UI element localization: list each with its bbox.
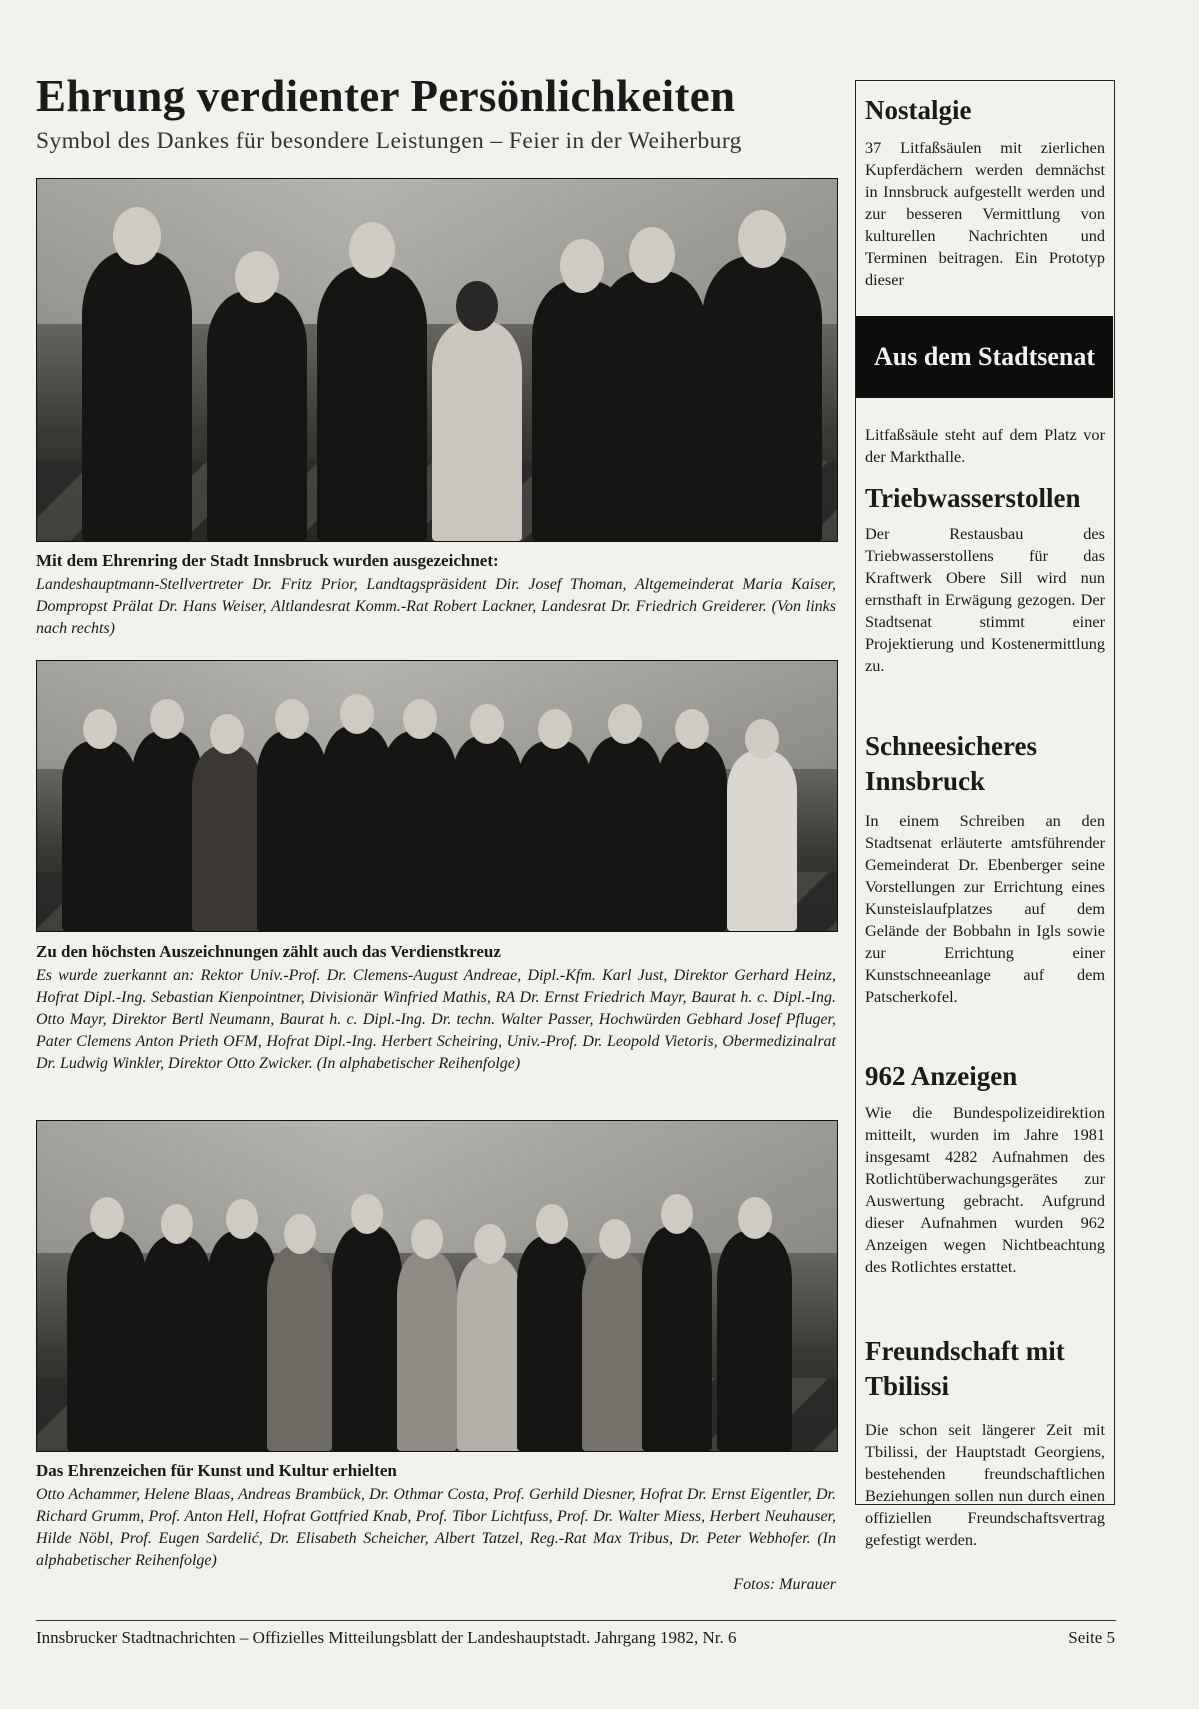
subhead: Symbol des Dankes für besondere Leistungen – Feier in der Weiherburg (36, 128, 742, 154)
caption-text-2: Es wurde zuerkannt an: Rektor Univ.-Prof. Dr. Clemens-August Andreae, Dipl.-Kfm. Karl Just, Direktor Gerhard Heinz, Hofrat Dipl.-Ing. Sebastian Kienpointner, Divisionär Winfried Mathis, RA Dr. Ernst Friedrich Mayr, Baurat h. c. Dipl.-Ing. Otto Mayr, Direktor Bertl Neumann, Baurat h. c. Dipl.-Ing. Dr. techn. Walter Passer, Hochwürden Gebhard Josef Pfluger, Pater Clemens Anton Prieth OFM, Hofrat Dipl.-Ing. Herbert Scheiring, Univ.-Prof. Dr. Leopold Vietoris, Obermedizinalrat Dr. Ludwig Winkler, Direktor Otto Zwicker. (In alphabetischer Reihenfolge) (36, 967, 836, 1072)
footer-rule (36, 1620, 1116, 1621)
page-number: Seite 5 (1068, 1628, 1115, 1647)
headline: Ehrung verdienter Persönlichkeiten (36, 71, 736, 121)
caption-text-1: Landeshauptmann-Stellvertreter Dr. Fritz Prior, Landtagspräsident Dir. Josef Thoman, Altgemeinderat Maria Kaiser, Dompropst Prälat Dr. Hans Weiser, Altlandesrat Komm.-Rat Robert Lackner, Landesrat Dr. Friedrich Greiderer. (Von links nach rechts) (36, 576, 836, 637)
stadtsenat-banner: Aus dem Stadtsenat (856, 316, 1113, 398)
footer-publication: Innsbrucker Stadtnachrichten – Offizielles Mitteilungsblatt der Landeshauptstadt. Jahrgang 1982, Nr. 6 (36, 1628, 737, 1647)
sidebar (855, 80, 1115, 1549)
photo-credit: Fotos: Murauer (733, 1576, 836, 1593)
schnee-text: In einem Schreiben an den Stadtsenat erläuterte amtsführender Gemeinderat Dr. Ebenberger seine Vorstellungen zur Errichtung eines Kunsteislaufplatzes auf dem Gelände der Bobbahn in Igls sowie zur Errichtung einer Kunstschneeanlage auf dem Patscherkofel. (865, 811, 1105, 1006)
nostalgie-text: 37 Litfaßsäulen mit zierlichen Kupferdächern werden demnächst in Innsbruck aufgestellt werden und zur besseren Vermittlung von kulturellen Nachrichten und Terminen beitragen. Ein Prototyp dieser (865, 138, 1105, 289)
caption-title-2: Zu den höchsten Auszeichnungen zählt auch das Verdienstkreuz (36, 942, 501, 961)
caption-text-3: Otto Achammer, Helene Blaas, Andreas Brambück, Dr. Othmar Costa, Prof. Gerhild Diesner, Hofrat Dr. Ernst Eigentler, Dr. Richard Grumm, Prof. Anton Hell, Hofrat Gottfried Knab, Prof. Tibor Lichtfuss, Prof. Dr. Walter Miess, Herbert Neuhauser, Hilde Nöbl, Prof. Eugen Sardelić, Dr. Elisabeth Scheicher, Albert Tatzel, Reg.-Rat Max Tribus, Dr. Peter Webhofer. (In alphabetischer Reihenfolge) (36, 1486, 836, 1569)
photo-ehrenzeichen (36, 1120, 838, 1452)
freundschaft-title: Freundschaft mit Tbilissi (865, 1336, 1065, 1401)
caption-title-3: Das Ehrenzeichen für Kunst und Kultur erhielten (36, 1461, 397, 1480)
anzeigen-title: 962 Anzeigen (865, 1061, 1018, 1091)
nostalgie-title: Nostalgie (865, 95, 972, 125)
photo-ehrenring (36, 178, 838, 542)
caption-title-1: Mit dem Ehrenring der Stadt Innsbruck wurden ausgezeichnet: (36, 551, 499, 570)
nostalgie-text-cont: Litfaßsäule steht auf dem Platz vor der Markthalle. (865, 425, 1105, 466)
freundschaft-text: Die schon seit längerer Zeit mit Tbilissi, der Hauptstadt Georgiens, bestehenden freundschaftlichen Beziehungen sollen nun durch einen offiziellen Freundschaftsvertrag gefestigt werden. (865, 1420, 1105, 1549)
triebwasser-text: Der Restausbau des Triebwasserstollens für das Kraftwerk Obere Sill wird nun ernsthaft in Erwägung gezogen. Der Stadtsenat stimmt einer Projektierung und Kostenermittlung zu. (865, 524, 1105, 675)
anzeigen-text: Wie die Bundespolizeidirektion mitteilt, wurden im Jahre 1981 insgesamt 4282 Aufnahmen des Rotlichtüberwachungsgerätes zur Auswertung gebracht. Aufgrund dieser Aufnahmen wurden 962 Anzeigen wegen Nichtbeachtung des Rotlichtes erstattet. (865, 1103, 1105, 1276)
schnee-title: Schneesicheres Innsbruck (865, 731, 1037, 796)
triebwasser-title: Triebwasserstollen (865, 483, 1081, 513)
photo-verdienstkreuz (36, 660, 838, 932)
